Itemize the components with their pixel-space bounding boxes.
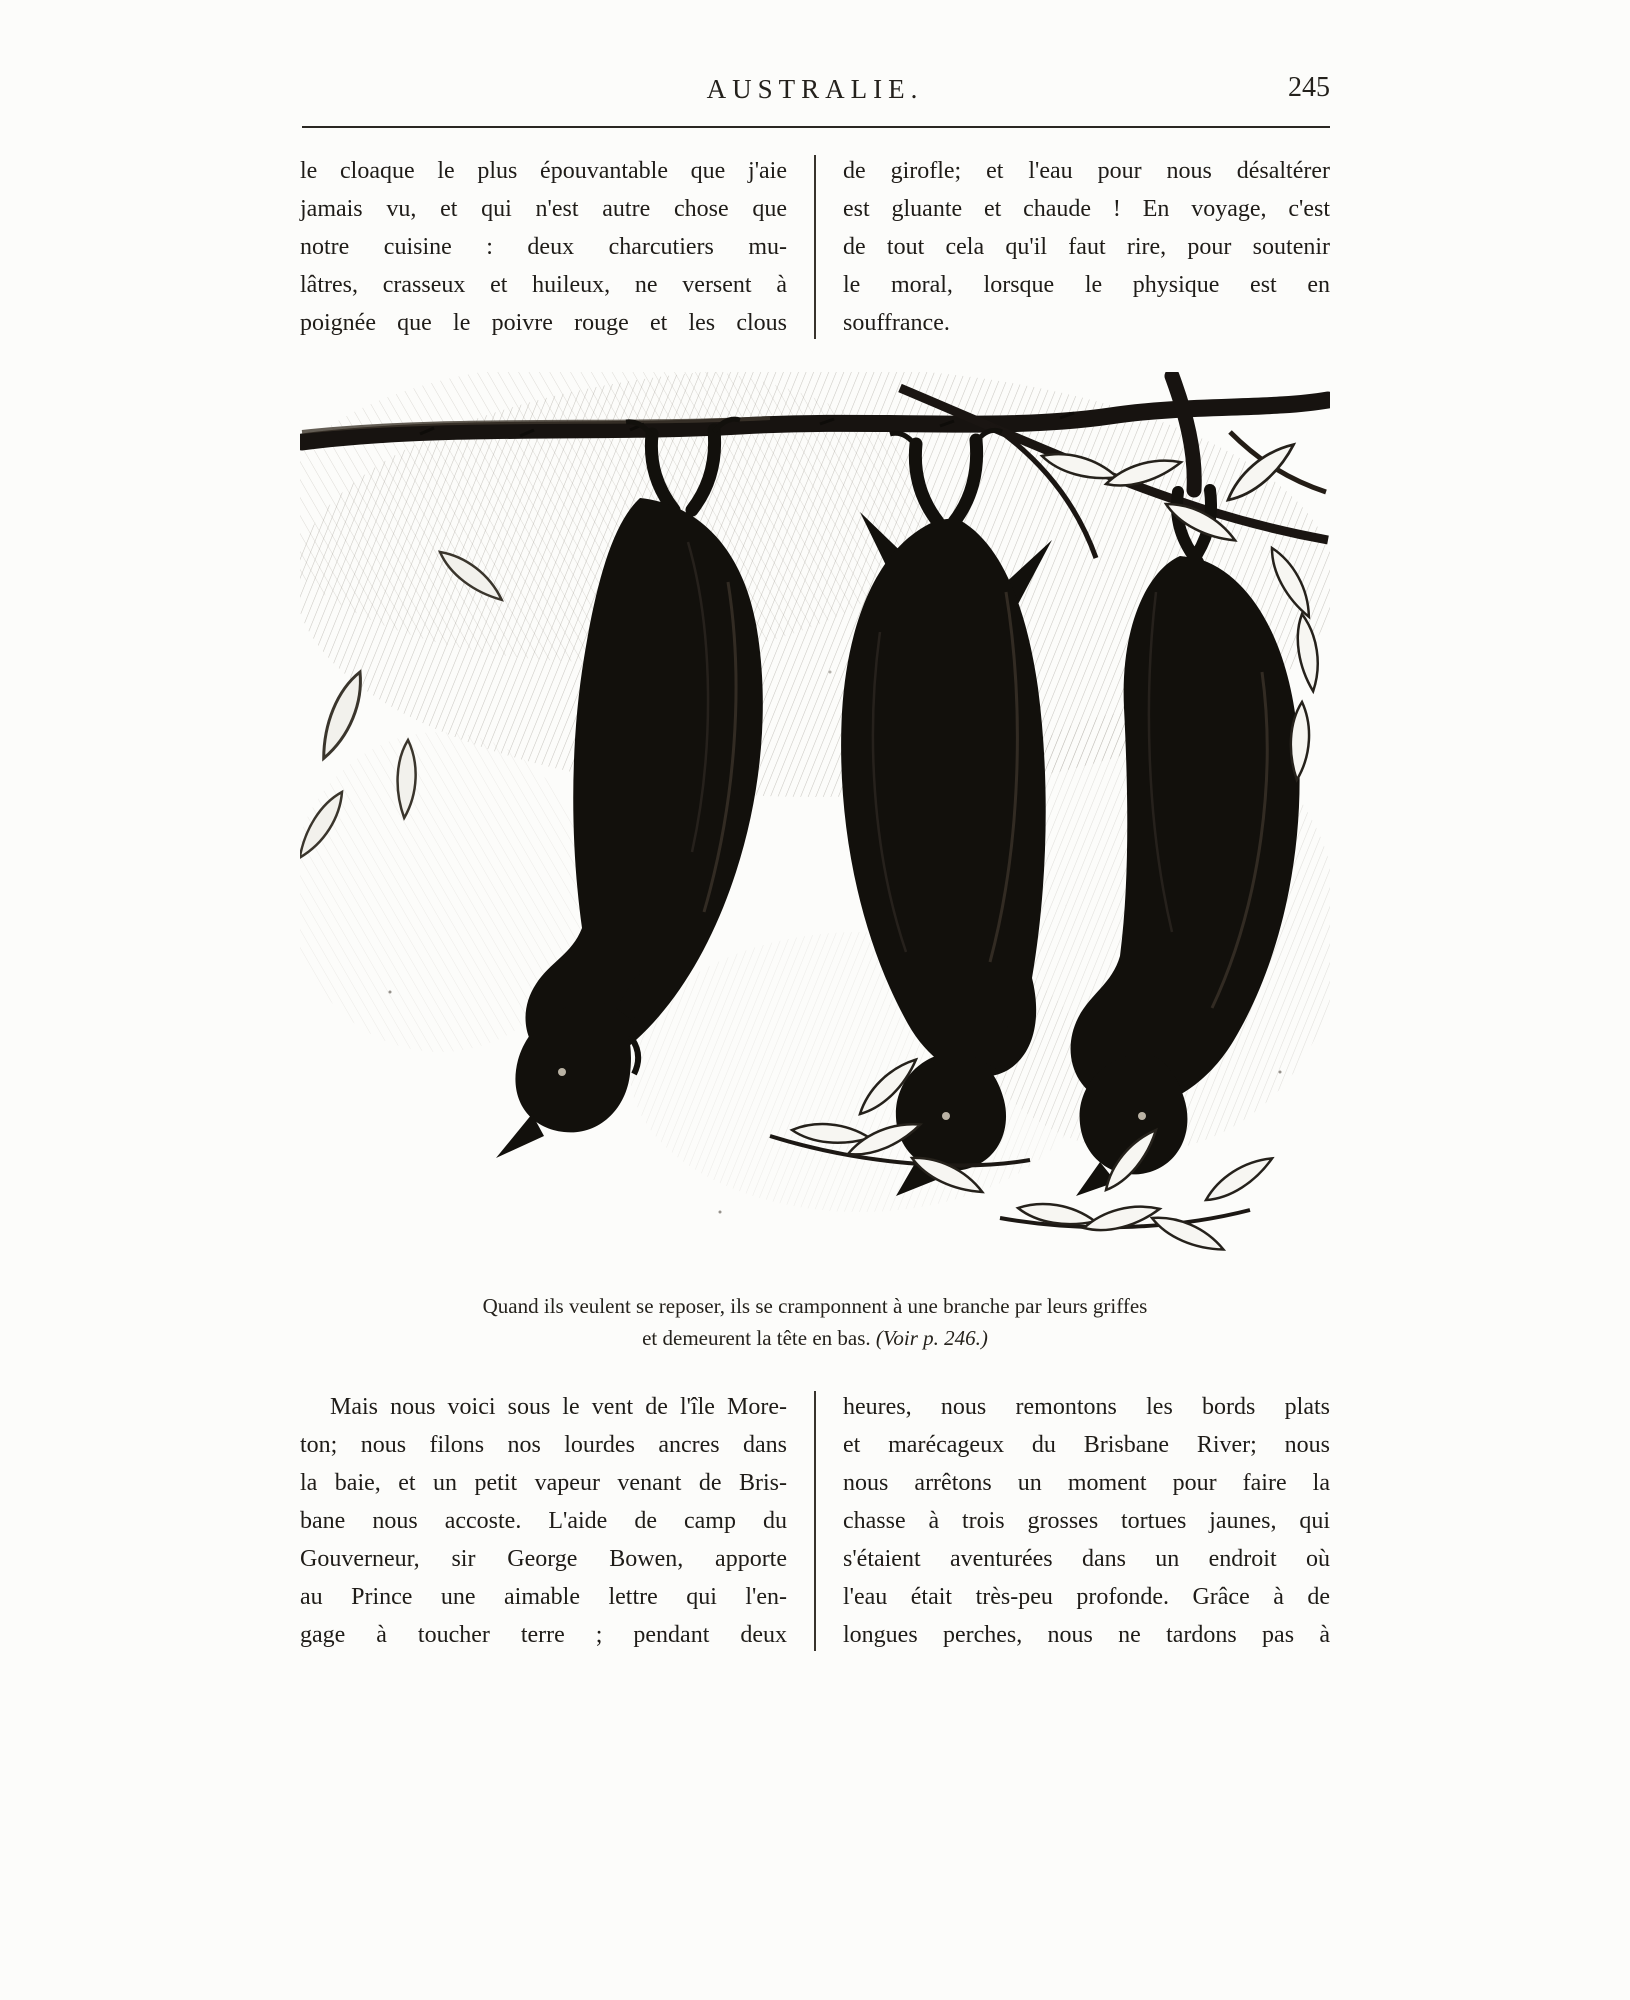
text-line: chasse à trois grosses tortues jaunes, qui — [843, 1508, 1330, 1534]
text-line: nous arrêtons un moment pour faire la — [843, 1470, 1330, 1496]
bottom-left-column — [300, 1388, 787, 1654]
text-line: la baie, et un petit vapeur venant de Bris- — [300, 1470, 787, 1496]
bats-engraving-svg — [300, 372, 1330, 1257]
text-line: Mais nous voici sous le vent de l'île More- — [330, 1394, 787, 1420]
text-line: de girofle; et l'eau pour nous désaltérer — [843, 158, 1330, 184]
text-line: bane nous accoste. L'aide de camp du — [300, 1508, 787, 1534]
top-left-column — [300, 152, 787, 342]
text-line: Gouverneur, sir George Bowen, apporte — [300, 1546, 787, 1572]
text-line: poignée que le poivre rouge et les clous — [300, 310, 787, 336]
text-line: notre cuisine : deux charcutiers mu- — [300, 234, 787, 260]
text-line: le cloaque le plus épouvantable que j'aie — [300, 158, 787, 184]
header-rule — [302, 126, 1330, 128]
text-line: jamais vu, et qui n'est autre chose que — [300, 196, 787, 222]
caption-line-2-text: et demeurent la tête en bas. — [642, 1326, 876, 1350]
text-line: longues perches, nous ne tardons pas à — [843, 1622, 1330, 1648]
text-line: lâtres, crasseux et huileux, ne versent à — [300, 272, 787, 298]
text-line: s'étaient aventurées dans un endroit où — [843, 1546, 1330, 1572]
caption-line-1: Quand ils veulent se reposer, ils se cramponnent à une branche par leurs griffes — [482, 1294, 1148, 1318]
text-line: est gluante et chaude ! En voyage, c'est — [843, 196, 1330, 222]
top-text-section — [300, 152, 1330, 342]
illustration-caption — [300, 1290, 1330, 1354]
top-right-column — [843, 152, 1330, 342]
column-divider — [814, 155, 816, 339]
running-title: AUSTRALIE. — [706, 74, 924, 104]
text-line: au Prince une aimable lettre qui l'en- — [300, 1584, 787, 1610]
bottom-right-column — [843, 1388, 1330, 1654]
text-line: de tout cela qu'il faut rire, pour soutenir — [843, 234, 1330, 260]
page-number: 245 — [1288, 72, 1330, 103]
text-line: et marécageux du Brisbane River; nous — [843, 1432, 1330, 1458]
bottom-text-section — [300, 1388, 1330, 1654]
column-divider — [814, 1391, 816, 1651]
text-line: l'eau était très-peu profonde. Grâce à de — [843, 1584, 1330, 1610]
caption-page-reference: (Voir p. 246.) — [875, 1326, 988, 1350]
text-line: le moral, lorsque le physique est en — [843, 272, 1330, 298]
text-line: souffrance. — [843, 310, 950, 336]
bats-engraving — [300, 372, 1330, 1257]
caption-line-2 — [300, 1322, 1330, 1354]
text-line: gage à toucher terre ; pendant deux — [300, 1622, 787, 1648]
text-line: heures, nous remontons les bords plats — [843, 1394, 1330, 1420]
text-line: ton; nous filons nos lourdes ancres dans — [300, 1432, 787, 1458]
